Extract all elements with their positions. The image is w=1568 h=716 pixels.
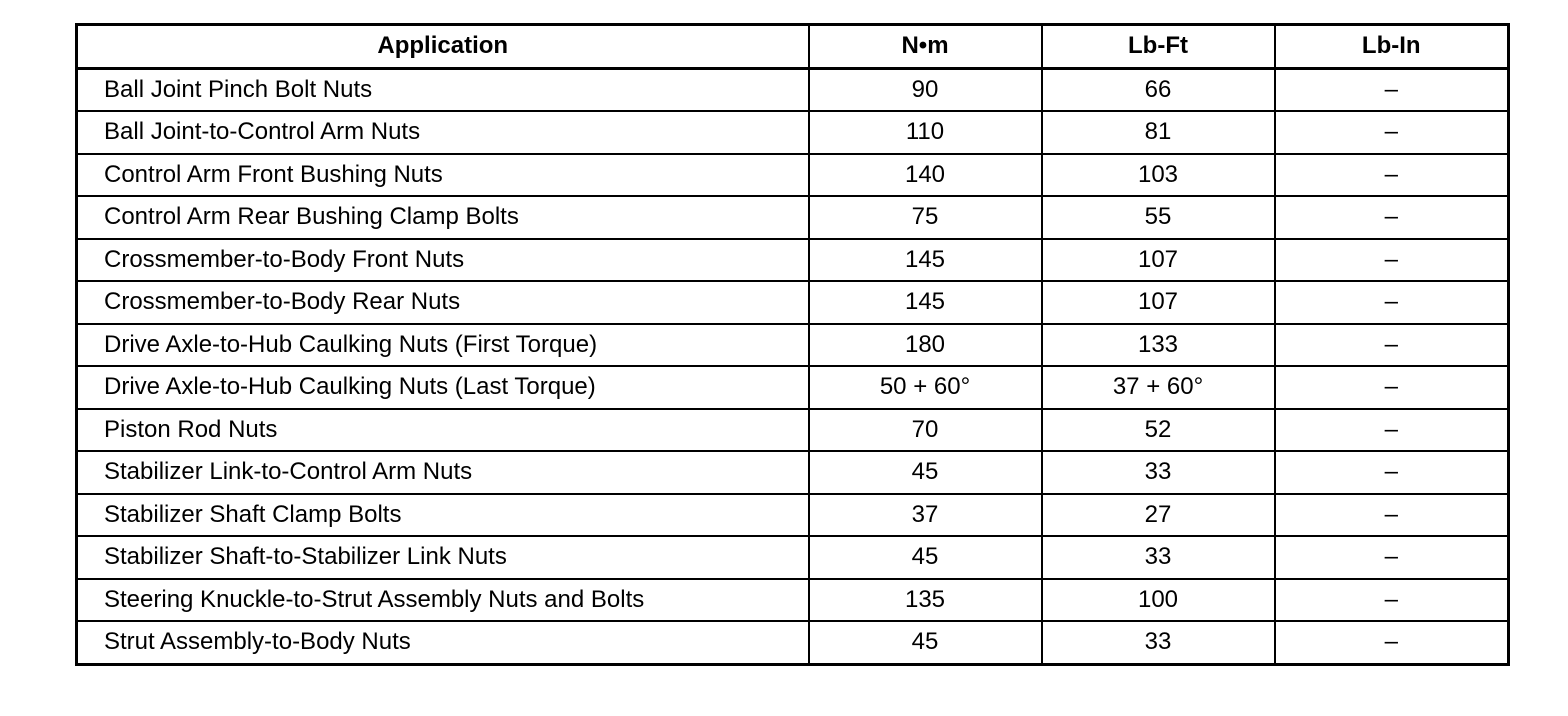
nm-cell: 145 <box>809 281 1042 324</box>
lbft-cell: 37 + 60° <box>1042 366 1275 409</box>
application-cell: Crossmember-to-Body Front Nuts <box>77 239 809 282</box>
application-cell: Stabilizer Shaft-to-Stabilizer Link Nuts <box>77 536 809 579</box>
nm-cell: 70 <box>809 409 1042 452</box>
lbin-cell: – <box>1275 451 1509 494</box>
application-cell: Control Arm Front Bushing Nuts <box>77 154 809 197</box>
column-header-application: Application <box>77 25 809 69</box>
lbft-cell: 81 <box>1042 111 1275 154</box>
lbin-cell: – <box>1275 154 1509 197</box>
table-row <box>77 366 1509 409</box>
nm-cell: 45 <box>809 451 1042 494</box>
nm-cell: 90 <box>809 68 1042 111</box>
column-header-lbin: Lb-In <box>1275 25 1509 69</box>
lbin-cell: – <box>1275 409 1509 452</box>
nm-cell: 135 <box>809 579 1042 622</box>
table-row <box>77 196 1509 239</box>
lbin-cell: – <box>1275 366 1509 409</box>
lbft-cell: 100 <box>1042 579 1275 622</box>
lbin-cell: – <box>1275 239 1509 282</box>
lbft-cell: 55 <box>1042 196 1275 239</box>
application-cell: Steering Knuckle-to-Strut Assembly Nuts and Bolts <box>77 579 809 622</box>
nm-cell: 140 <box>809 154 1042 197</box>
application-cell: Strut Assembly-to-Body Nuts <box>77 621 809 664</box>
nm-cell: 50 + 60° <box>809 366 1042 409</box>
nm-cell: 45 <box>809 621 1042 664</box>
application-cell: Ball Joint Pinch Bolt Nuts <box>77 68 809 111</box>
table-row <box>77 409 1509 452</box>
table-row <box>77 579 1509 622</box>
nm-cell: 180 <box>809 324 1042 367</box>
nm-cell: 75 <box>809 196 1042 239</box>
lbin-cell: – <box>1275 579 1509 622</box>
lbft-cell: 33 <box>1042 451 1275 494</box>
lbft-cell: 107 <box>1042 239 1275 282</box>
lbft-cell: 52 <box>1042 409 1275 452</box>
lbft-cell: 103 <box>1042 154 1275 197</box>
lbin-cell: – <box>1275 536 1509 579</box>
column-header-nm: N•m <box>809 25 1042 69</box>
application-cell: Stabilizer Link-to-Control Arm Nuts <box>77 451 809 494</box>
application-cell: Ball Joint-to-Control Arm Nuts <box>77 111 809 154</box>
nm-cell: 45 <box>809 536 1042 579</box>
application-cell: Drive Axle-to-Hub Caulking Nuts (Last Torque) <box>77 366 809 409</box>
nm-cell: 110 <box>809 111 1042 154</box>
nm-cell: 145 <box>809 239 1042 282</box>
table-row <box>77 324 1509 367</box>
lbin-cell: – <box>1275 68 1509 111</box>
table-row <box>77 494 1509 537</box>
lbin-cell: – <box>1275 324 1509 367</box>
lbin-cell: – <box>1275 111 1509 154</box>
lbin-cell: – <box>1275 281 1509 324</box>
lbft-cell: 133 <box>1042 324 1275 367</box>
application-cell: Control Arm Rear Bushing Clamp Bolts <box>77 196 809 239</box>
lbft-cell: 33 <box>1042 621 1275 664</box>
lbft-cell: 33 <box>1042 536 1275 579</box>
table-row <box>77 239 1509 282</box>
lbft-cell: 66 <box>1042 68 1275 111</box>
table-row <box>77 68 1509 111</box>
torque-specifications-table <box>75 23 1510 666</box>
column-header-lbft: Lb-Ft <box>1042 25 1275 69</box>
lbin-cell: – <box>1275 494 1509 537</box>
table-row <box>77 451 1509 494</box>
lbin-cell: – <box>1275 621 1509 664</box>
table-row <box>77 154 1509 197</box>
table-row <box>77 536 1509 579</box>
application-cell: Crossmember-to-Body Rear Nuts <box>77 281 809 324</box>
nm-cell: 37 <box>809 494 1042 537</box>
lbft-cell: 27 <box>1042 494 1275 537</box>
lbin-cell: – <box>1275 196 1509 239</box>
table-header-row <box>77 25 1509 69</box>
table-row <box>77 621 1509 664</box>
lbft-cell: 107 <box>1042 281 1275 324</box>
application-cell: Stabilizer Shaft Clamp Bolts <box>77 494 809 537</box>
table-row <box>77 111 1509 154</box>
table-row <box>77 281 1509 324</box>
application-cell: Drive Axle-to-Hub Caulking Nuts (First Torque) <box>77 324 809 367</box>
application-cell: Piston Rod Nuts <box>77 409 809 452</box>
